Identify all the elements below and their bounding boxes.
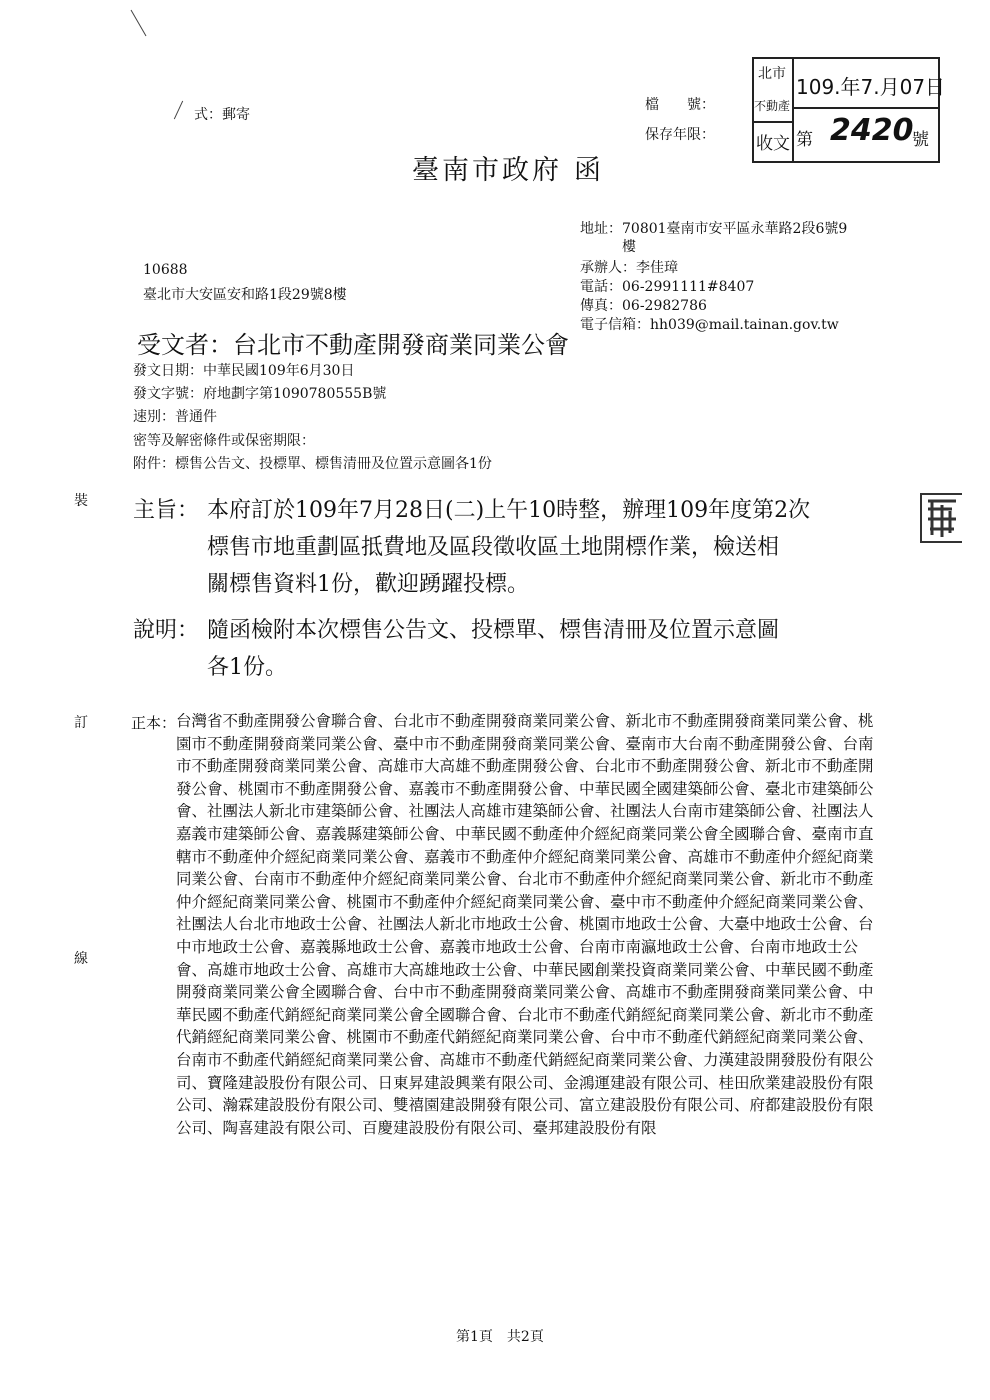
- stamp-org-line2: 不動產: [754, 99, 791, 113]
- side-seal-fragment: [920, 493, 962, 543]
- stamp-number-suffix: 號: [912, 130, 929, 150]
- stamp-received-label: 收文: [756, 134, 790, 154]
- sender-handler: 承辦人：李佳璋: [580, 260, 678, 276]
- stamp-org-line1: 北市: [758, 66, 786, 82]
- distribution-label: 正本：: [131, 714, 177, 732]
- document-title-org: 臺南市政府: [412, 155, 562, 186]
- secrecy-level: 密等及解密條件或保密期限：: [133, 433, 315, 449]
- stamp-number-prefix: 第: [796, 130, 813, 150]
- scan-mark-top: [131, 10, 147, 36]
- mail-method: 式：郵寄: [194, 107, 250, 123]
- subject-line-2: 標售市地重劃區抵費地及區段徵收區土地開標作業，檢送相: [207, 535, 780, 560]
- explanation-label: 說明：: [133, 618, 200, 643]
- recipient-address: 臺北市大安區安和路1段29號8樓: [143, 287, 347, 303]
- subject-line-1: 本府訂於109年7月28日(二)上午10時整，辦理109年度第2次: [207, 498, 811, 523]
- subject-line-3: 關標售資料1份，歡迎踴躍投標。: [207, 572, 529, 597]
- distribution-list: 台灣省不動產開發公會聯合會、台北市不動產開發商業同業公會、新北市不動產開發商業同業公會、桃園市不動產開發商業同業公會、臺中市不動產開發商業同業公會、臺南市大台南不動產開發公會、台南市不動產開發商業同業公會、高雄市大高雄不動產開發公會、台北市不動產開發公會、新北市不動產開發公會、桃園市不動產開發公會、嘉義市不動產開發公會、中華民國全國建築師公會、臺北市建築師公會、社團法人新北市建築師公會、社團法人高雄市建築師公會、社團法人台南市建築師公會、社團法人嘉義市建築師公會、嘉義縣建築師公會、中華民國不動產仲介經紀商業同業公會全國聯合會、臺南市直轄市不動產仲介經紀商業同業公會、嘉義市不動產仲介經紀商業同業公會、高雄市不動產仲介經紀商業同業公會、台南市不動產仲介經紀商業同業公會、台北市不動產仲介經紀商業同業公會、新北市不動產仲介經紀商業同業公會、桃園市不動產仲介經紀商業同業公會、臺中市不動產仲介經紀商業同業公會、社團法人台北市地政士公會、社團法人新北市地政士公會、桃園市地政士公會、大臺中地政士公會、台中市地政士公會、嘉義縣地政士公會、嘉義市地政士公會、台南市南瀛地政士公會、台南市地政士公會、高雄市地政士公會、高雄市大高雄地政士公會、中華民國創業投資商業同業公會、中華民國不動產開發商業同業公會全國聯合會、台中市不動產開發商業同業公會、高雄市不動產開發商業同業公會、中華民國不動產代銷經紀商業同業公會全國聯合會、台北市不動產代銷經紀商業同業公會、新北市不動產代銷經紀商業同業公會、桃園市不動產代銷經紀商業同業公會、台中市不動產代銷經紀商業同業公會、台南市不動產代銷經紀商業同業公會、高雄市不動產代銷經紀商業同業公會、力漢建設開發股份有限公司、寶隆建設股份有限公司、日東昇建設興業有限公司、金鴻運建設有限公司、桂田欣業建設股份有限公司、瀚霖建設股份有限公司、雙禧園建設開發有限公司、富立建設股份有限公司、府都建設股份有限公司、陶喜建設有限公司、百慶建設股份有限公司、臺邦建設股份有限: [176, 712, 874, 1137]
- sender-email: 電子信箱：hh039@mail.tainan.gov.tw: [580, 317, 839, 333]
- explanation-line-2: 各1份。: [207, 655, 287, 680]
- recipient-postal-code: 10688: [143, 262, 188, 278]
- file-number-label: 檔 號：: [645, 97, 715, 113]
- fold-mark: [174, 101, 183, 120]
- document-number: 發文字號：府地劃字第1090780555B號: [133, 386, 387, 402]
- sender-phone: 電話：06-2991111#8407: [580, 279, 755, 295]
- stamp-number-handwritten: 2420: [830, 113, 914, 148]
- sender-address: 地址：70801臺南市安平區永華路2段6號9: [580, 221, 848, 237]
- issue-date: 發文日期：中華民國109年6月30日: [133, 363, 355, 379]
- receipt-stamp: [752, 57, 946, 163]
- page-indicator: 第1頁 共2頁: [456, 1329, 544, 1345]
- binding-mark-staple: 訂: [74, 715, 88, 731]
- subject-label: 主旨：: [133, 498, 200, 523]
- recipient: 受文者：台北市不動產開發商業同業公會: [137, 331, 569, 359]
- binding-mark-bind: 裝: [74, 493, 88, 509]
- document-title-type: 函: [574, 155, 604, 186]
- sender-fax: 傳真：06-2982786: [580, 298, 707, 314]
- attachments: 附件：標售公告文、投標單、標售清冊及位置示意圖各1份: [133, 456, 492, 472]
- stamp-date: 109.年7.月07日: [796, 75, 946, 99]
- binding-mark-line: 線: [74, 951, 88, 967]
- delivery-speed: 速別：普通件: [133, 409, 217, 425]
- explanation-line-1: 隨函檢附本次標售公告文、投標單、標售清冊及位置示意圖: [207, 618, 780, 643]
- sender-address-cont: 樓: [622, 239, 636, 255]
- retention-period-label: 保存年限：: [645, 127, 715, 143]
